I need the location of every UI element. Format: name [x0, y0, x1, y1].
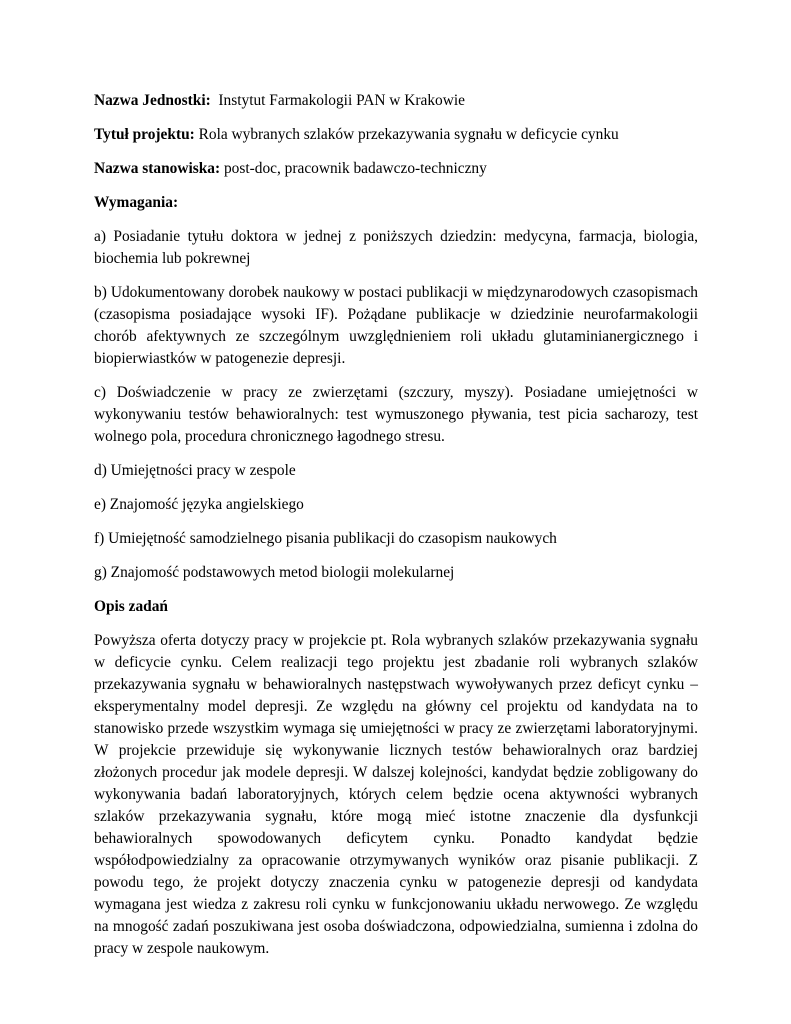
unit-value: Instytut Farmakologii PAN w Krakowie — [218, 92, 465, 109]
position-line — [94, 158, 698, 180]
requirement-item-a: a) Posiadanie tytułu doktora w jednej z poniższych dziedzin: medycyna, farmacja, biologia, biochemia lub pokrewnej — [94, 228, 698, 267]
project-title-line — [94, 124, 698, 146]
tasks-description: Powyższa oferta dotyczy pracy w projekcie pt. Rola wybranych szlaków przekazywania sygnału w deficycie cynku. Celem realizacji tego projektu jest zbadanie roli wybranych szlaków przekazywania sygnału w behawioralnych następstwach wywoływanych przez deficyt cynku – eksperymentalny model depresji. Ze względu na główny cel projektu od kandydata na to stanowisko przede wszystkim wymaga się umiejętności w pracy ze zwierzętami laboratoryjnymi. W projekcie przewiduje się wykonywanie licznych testów behawioralnych oraz bardziej złożonych procedur jak modele depresji. W dalszej kolejności, kandydat będzie zobligowany do wykonywania badań laboratoryjnych, których celem będzie ocena aktywności wybranych szlaków przekazywania sygnału, które mogą mieć istotne znaczenie dla dysfunkcji behawioralnych spowodowanych deficytem cynku. Ponadto kandydat będzie współodpowiedzialny za opracowanie otrzymywanych wyników oraz pisanie publikacji. Z powodu tego, że projekt dotyczy znaczenia cynku w patogenezie depresji od kandydata wymagana jest wiedza z zakresu roli cynku w funkcjonowaniu układu nerwowego. Ze względu na mnogość zadań poszukiwana jest osoba doświadczona, odpowiedzialna, sumienna i zdolna do pracy w zespole naukowym. — [94, 632, 698, 957]
unit-line — [94, 90, 698, 112]
requirement-item-c: c) Doświadczenie w pracy ze zwierzętami (szczury, myszy). Posiadane umiejętności w wykonywaniu testów behawioralnych: test wymuszonego pływania, test picia sacharozy, test wolnego pola, procedura chronicznego łagodnego stresu. — [94, 384, 698, 445]
position-label: Nazwa stanowiska: — [94, 160, 221, 177]
requirement-item-e: e) Znajomość języka angielskiego — [94, 496, 304, 513]
requirement-item-g: g) Znajomość podstawowych metod biologii molekularnej — [94, 564, 455, 581]
document-page — [94, 90, 698, 972]
requirement-item-f: f) Umiejętność samodzielnego pisania publikacji do czasopism naukowych — [94, 530, 557, 547]
project-title-value: Rola wybranych szlaków przekazywania sygnału w deficycie cynku — [198, 126, 619, 143]
position-value: post-doc, pracownik badawczo-techniczny — [223, 160, 487, 177]
requirement-item-d: d) Umiejętności pracy w zespole — [94, 462, 296, 479]
project-title-label: Tytuł projektu: — [94, 126, 195, 143]
tasks-heading: Opis zadań — [94, 598, 168, 615]
unit-label: Nazwa Jednostki: — [94, 92, 211, 109]
requirement-item-b: b) Udokumentowany dorobek naukowy w postaci publikacji w międzynarodowych czasopismach (czasopisma posiadające wysoki IF). Pożądane publikacje w dziedzinie neurofarmakologii chorób afektywnych ze szczególnym uwzględnieniem roli układu glutaminianergicznego i biopierwiastków w patogenezie depresji. — [94, 284, 698, 367]
requirements-heading: Wymagania: — [94, 194, 179, 211]
